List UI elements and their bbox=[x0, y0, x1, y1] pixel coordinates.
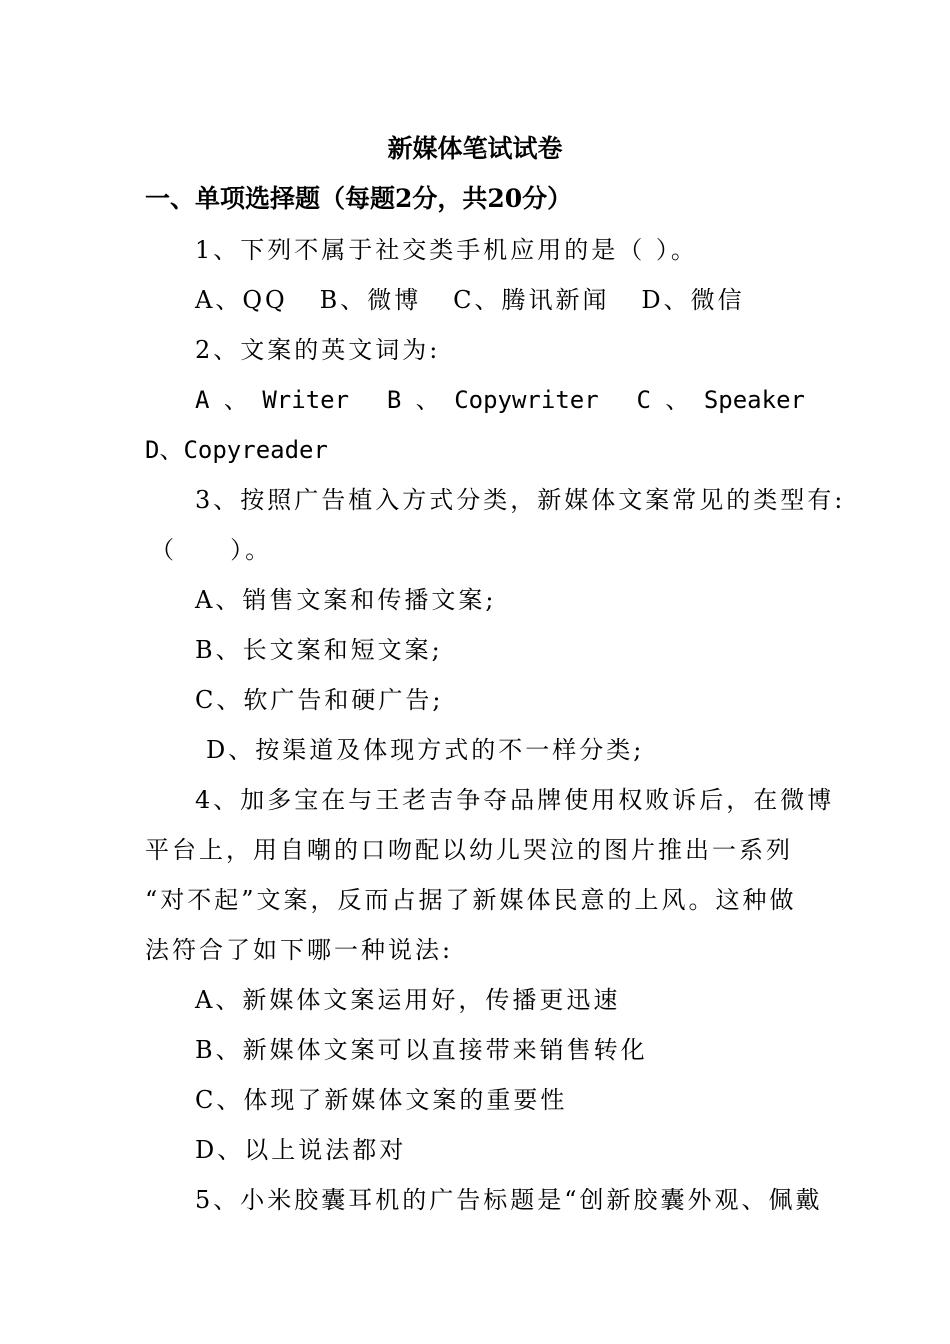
option-a: A 、 Writer bbox=[195, 386, 350, 414]
option-b: B 、 Copywriter bbox=[386, 386, 599, 414]
question-4-option-a: A、新媒体文案运用好，传播更迅速 bbox=[195, 986, 621, 1014]
question-4-option-b: B、新媒体文案可以直接带来销售转化 bbox=[195, 1036, 648, 1064]
question-4-stem-line-2: 平台上，用自嘲的口吻配以幼儿哭泣的图片推出一系列 bbox=[145, 836, 793, 864]
option-d: D、Copyreader bbox=[145, 436, 328, 464]
question-1-stem: 1、下列不属于社交类手机应用的是（ ）。 bbox=[195, 236, 698, 264]
question-3-option-c: C、软广告和硬广告; bbox=[195, 686, 444, 714]
question-4-stem-line-1: 4、加多宝在与王老吉争夺品牌使用权败诉后，在微博 bbox=[195, 786, 835, 814]
question-1-options: A、QQ B、微博 C、腾讯新闻 D、微信 bbox=[195, 286, 745, 314]
document-title: 新媒体笔试试卷 bbox=[387, 134, 563, 163]
question-4-stem-line-4: 法符合了如下哪一种说法: bbox=[145, 936, 454, 964]
question-3-option-b: B、长文案和短文案; bbox=[195, 636, 443, 664]
question-3-option-a: A、销售文案和传播文案; bbox=[195, 586, 497, 614]
option-c: C 、 Speaker bbox=[636, 386, 805, 414]
question-4-option-c: C、体现了新媒体文案的重要性 bbox=[195, 1086, 568, 1114]
question-4-stem-line-3: “对不起”文案，反而占据了新媒体民意的上风。这种做 bbox=[145, 886, 797, 914]
question-2-stem: 2、文案的英文词为: bbox=[195, 336, 441, 364]
question-3-option-d: D、按渠道及体现方式的不一样分类; bbox=[206, 736, 645, 764]
question-3-stem-blank: （ ）。 bbox=[150, 536, 273, 564]
question-3-stem: 3、按照广告植入方式分类，新媒体文案常见的类型有: bbox=[195, 486, 846, 514]
question-4-option-d: D、以上说法都对 bbox=[195, 1136, 407, 1164]
question-5-stem: 5、小米胶囊耳机的广告标题是“创新胶囊外观、佩戴 bbox=[195, 1186, 823, 1214]
section-heading: 一、单项选择题（每题2分，共20分） bbox=[145, 184, 573, 213]
question-2-options-row bbox=[195, 382, 805, 418]
